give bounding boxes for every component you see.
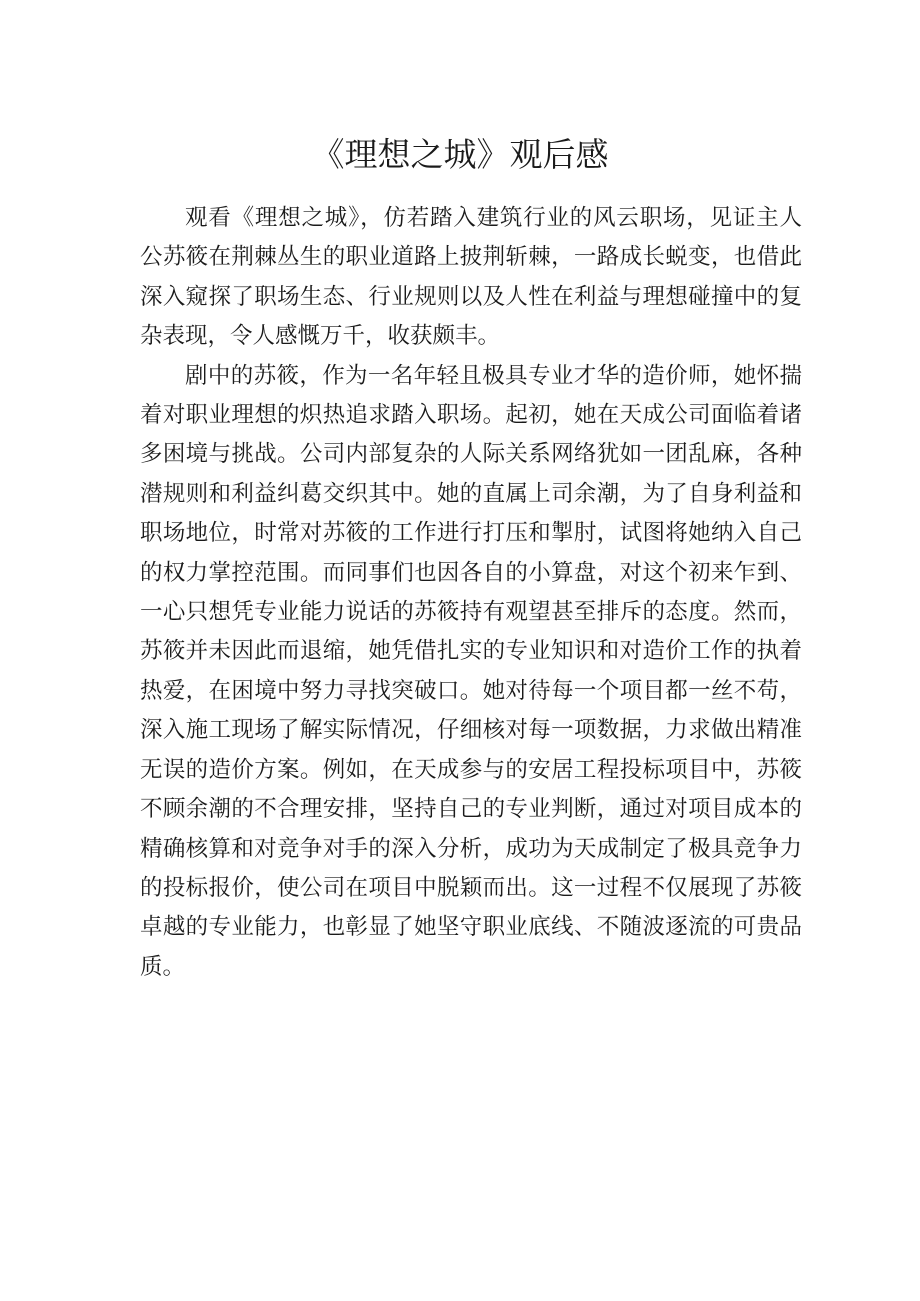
document-title: 《理想之城》观后感 xyxy=(311,135,609,174)
paragraph-su-xiao: 剧中的苏筱，作为一名年轻且极具专业才华的造价师，她怀揣着对职业理想的炽热追求踏入职场。起初，她在天成公司面临着诸多困境与挑战。公司内部复杂的人际关系网络犹如一团乱麻，各种潜规则和利益纠葛交织其中。她的直属上司余潮，为了自身利益和职场地位，时常对苏筱的工作进行打压和掣肘，试图将她纳入自己的权力掌控范围。而同事们也因各自的小算盘，对这个初来乍到、一心只想凭专业能力说话的苏筱持有观望甚至排斥的态度。然而，苏筱并未因此而退缩，她凭借扎实的专业知识和对造价工作的执着热爱，在困境中努力寻找突破口。她对待每一个项目都一丝不苟，深入施工现场了解实际情况，仔细核对每一项数据，力求做出精准无误的造价方案。例如，在天成参与的安居工程投标项目中，苏筱不顾余潮的不合理安排，坚持自己的专业判断，通过对项目成本的精确核算和对竞争对手的深入分析，成功为天成制定了极具竞争力的投标报价，使公司在项目中脱颖而出。这一过程不仅展现了苏筱卓越的专业能力，也彰显了她坚守职业底线、不随波逐流的可贵品质。 xyxy=(140,362,802,980)
document-body xyxy=(140,199,802,987)
paragraph-intro: 观看《理想之城》，仿若踏入建筑行业的风云职场，见证主人公苏筱在荆棘丛生的职业道路上披荆斩棘，一路成长蜕变，也借此深入窥探了职场生态、行业规则以及人性在利益与理想碰撞中的复杂表现，令人感慨万千，收获颇丰。 xyxy=(140,205,802,350)
